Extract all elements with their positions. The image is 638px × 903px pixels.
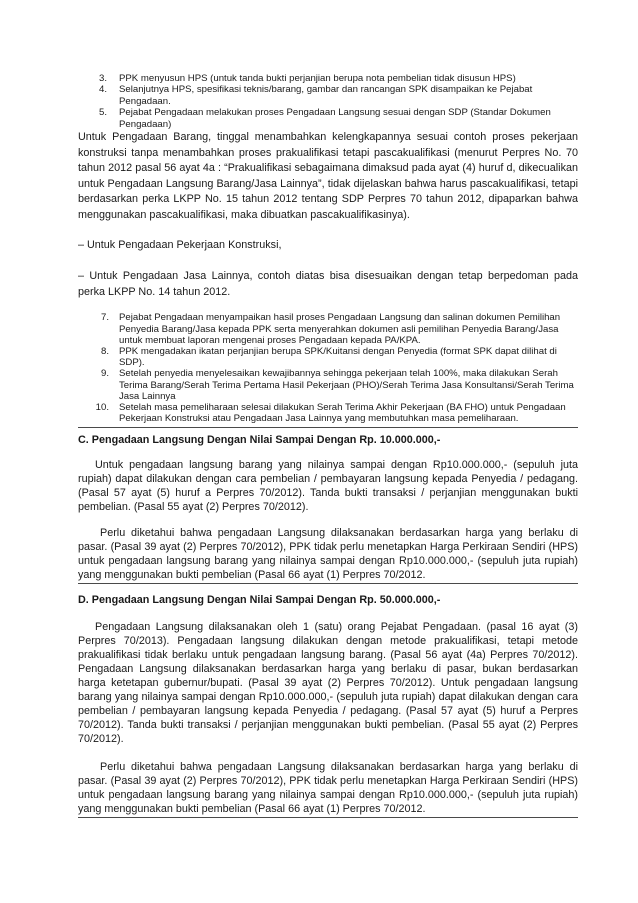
numbered-list-bottom [92,312,580,424]
list-item-number: 9. [100,368,109,380]
list-item-number: 10. [95,402,109,413]
paragraph-d-2: Perlu diketahui bahwa pengadaan Langsung dilaksanakan berdasarkan harga yang berlaku di pasar. (Pasal 39 ayat (2) Perpres 70/2012), PPK tidak perlu menetapkan Harga Perkiraan Sendiri (HPS) untuk pengadaan langsung barang yang nilainya sampai dengan Rp10.000.000,- (sepuluh juta rupiah) yang menggunakan bukti pembelian (Pasal 66 ayat (1) Perpres 70/2012. [78,761,578,816]
list-item-text: PPK mengadakan ikatan perjanjian berupa SPK/Kuitansi dengan Penyedia (format SPK dapat dilihat di SDP). [119,345,557,369]
list-item [92,312,580,346]
section-divider [78,817,578,818]
section-divider [78,427,578,428]
paragraph-d-1: Pengadaan Langsung dilaksanakan oleh 1 (satu) orang Pejabat Pengadaan. (pasal 16 ayat (3) Perpres 70/2013). Pengadaan langsung dilakukan dengan metode prakualifikasi, tetapi metode prakualifikasi tidak berlaku untuk pengadaan langsung barang. (Pasal 56 ayat (4a) Perpres 70/2012). Pengadaan Langsung dilaksanakan berdasarkan harga yang berlaku di pasar, bukan berdasarkan harga ketetapan gubernur/bupati. (Pasal 39 ayat (2) Perpres 70/2012). Untuk pengadaan langsung barang yang nilainya sampai dengan Rp10.000.000,- (sepuluh juta rupiah) dapat dilakukan dengan cara pembelian / pembayaran langsung kepada Penyedia / pedagang. (Pasal 57 ayat (5) huruf a Perpres 70/2012). Tanda bukti transaksi / perjanjian menggunakan bukti pembelian. (Pasal 55 ayat (2) Perpres 70/2012). [78,621,578,746]
list-item [92,346,580,368]
section-heading-c: C. Pengadaan Langsung Dengan Nilai Sampai Dengan Rp. 10.000.000,- [78,434,441,447]
paragraph-pengadaan-barang: Untuk Pengadaan Barang, tinggal menambahkan kelengkapannya sesuai contoh proses pekerjaan konstruksi tanpa menambahkan proses prakualifikasi tetapi pascakualifikasi (menurut Perpres No. 70 tahun 2012 pasal 56 ayat 4a : “Prakualifikasi sebagaimana dimaksud pada ayat (4) huruf d, dikecualikan untuk Pengadaan Langsung Barang/Jasa Lainnya”, tidak dijelaskan bahwa harus pascakualifikasi, tetapi berdasarkan perka LKPP No. 15 tahun 2012 tentang SDP Perpres 70 tahun 2012, dipaparkan bahwa menggunakan pascakualifikasi, maka dibuatkan pascakualifikasinya). [78,131,578,221]
list-item-number: 4. [98,84,107,96]
paragraph-c-2: Perlu diketahui bahwa pengadaan Langsung dilaksanakan berdasarkan harga yang berlaku di pasar. (Pasal 39 ayat (2) Perpres 70/2012), PPK tidak perlu menetapkan Harga Perkiraan Sendiri (HPS) untuk pengadaan langsung barang yang nilainya sampai dengan Rp10.000.000,- (sepuluh juta rupiah) yang menggunakan bukti pembelian (Pasal 66 ayat (1) Perpres 70/2012. [78,527,578,582]
list-item-number: 5. [98,107,107,119]
list-item [92,73,580,84]
list-item [92,107,580,130]
paragraph-pekerjaan-konstruksi: – Untuk Pengadaan Pekerjaan Konstruksi, [78,238,282,251]
list-item-text: Setelah penyedia menyelesaikan kewajibannya sehingga pekerjaan telah 100%, maka dilakukan Serah Terima Barang/Serah Terima Pertama Hasil Pekerjaan (PHO)/Serah Terima Jasa Konsultansi/Serah Terima Jasa Lainnya [119,368,574,402]
paragraph-c-1: Untuk pengadaan langsung barang yang nilainya sampai dengan Rp10.000.000,- (sepuluh juta rupiah) dapat dilakukan dengan cara pembelian / pembayaran langsung kepada Penyedia / pedagang. (Pasal 57 ayat (5) huruf a Perpres 70/2012). Tanda bukti transaksi / perjanjian menggunakan bukti pembelian. (Pasal 55 ayat (2) Perpres 70/2012). [78,459,578,514]
list-item-number: 3. [98,73,107,84]
section-heading-d: D. Pengadaan Langsung Dengan Nilai Sampai Dengan Rp. 50.000.000,- [78,594,441,607]
numbered-list-top [92,73,580,130]
list-item-text: Setelah masa pemeliharaan selesai dilakukan Serah Terima Akhir Pekerjaan (BA FHO) untuk Pengadaan Pekerjaan Konstruksi atau Pengadaan Jasa Lainnya yang membutuhkan masa pemeliharaan. [119,402,566,425]
list-item [92,368,580,402]
list-item-number: 7. [100,312,109,324]
list-item [92,402,580,424]
list-item [92,84,580,107]
list-item-text: Pejabat Pengadaan menyampaikan hasil proses Pengadaan Langsung dan salinan dokumen Pemilihan Penyedia Barang/Jasa kepada PPK serta menyerahkan dokumen asli pemilihan Penyedia Barang/Jasa untuk membuat laporan mengenai proses Pengadaan kepada PA/KPA. [119,312,561,346]
list-item-text: PPK menyusun HPS (untuk tanda bukti perjanjian berupa nota pembelian tidak disusun HPS) [119,73,516,84]
paragraph-jasa-lainnya: – Untuk Pengadaan Jasa Lainnya, contoh diatas bisa disesuaikan dengan tetap berpedoman pada perka LKPP No. 14 tahun 2012. [78,270,578,298]
list-item-text: Pejabat Pengadaan melakukan proses Pengadaan Langsung sesuai dengan SDP (Standar Dokumen Pengadaan) [119,107,551,130]
section-divider [78,583,578,584]
list-item-number: 8. [100,345,109,357]
list-item-text: Selanjutnya HPS, spesifikasi teknis/barang, gambar dan rancangan SPK disampaikan ke Pejabat Pengadaan. [119,84,533,107]
